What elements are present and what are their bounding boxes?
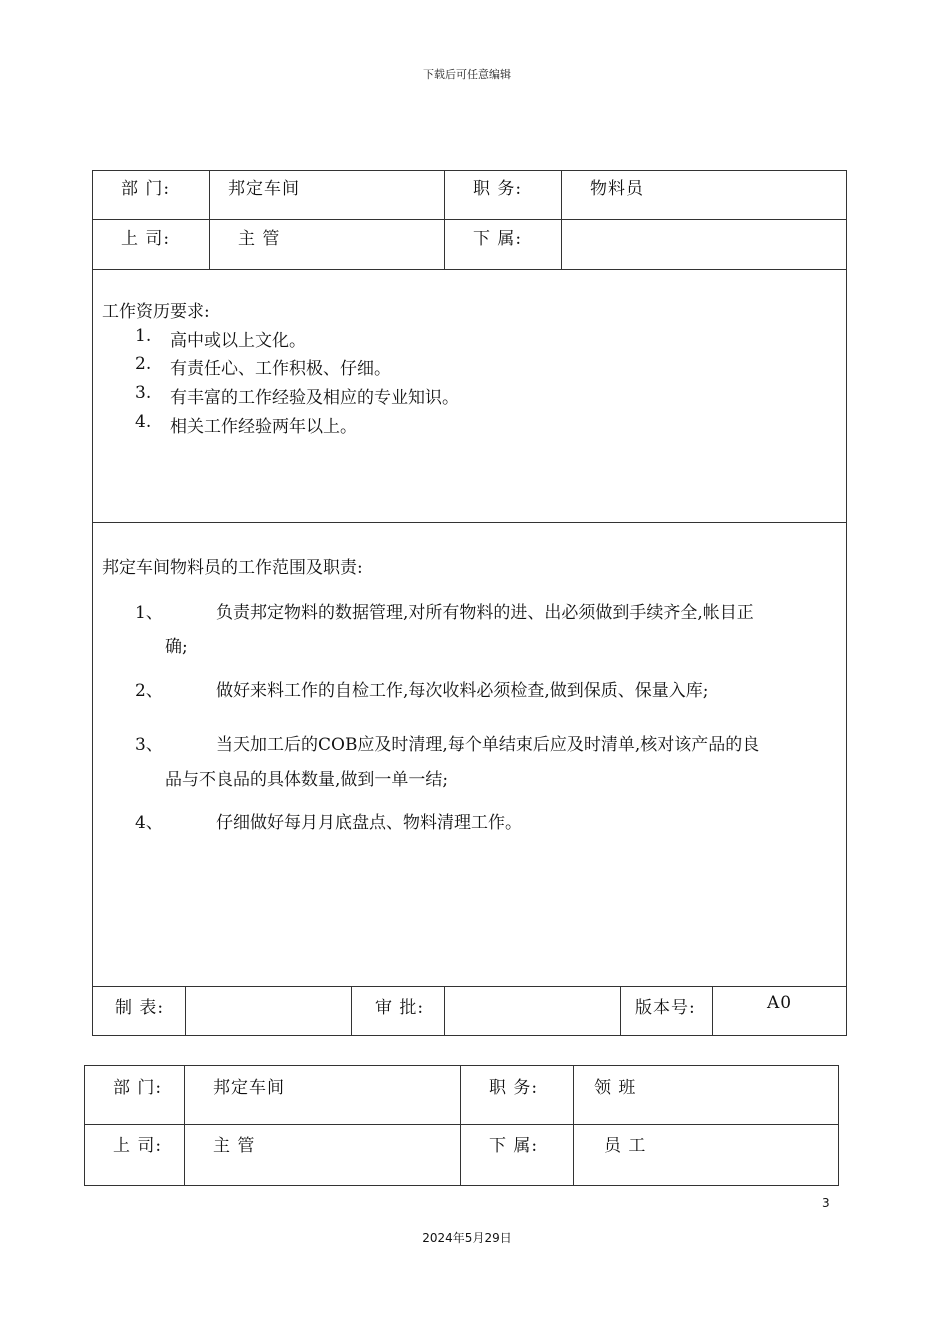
requirement-item: 有责任心、工作积极、仔细。 — [170, 359, 391, 379]
divider — [444, 986, 445, 1036]
position-label: 职 务: — [489, 1078, 539, 1098]
duty-text: 负责邦定物料的数据管理,对所有物料的进、出必须做到手续齐全,帐目正 — [216, 603, 754, 623]
superior-value: 主 管 — [238, 229, 281, 249]
requirement-item: 有丰富的工作经验及相应的专业知识。 — [170, 388, 459, 408]
department-label: 部 门: — [121, 179, 171, 199]
position-value: 物料员 — [590, 179, 644, 199]
superior-label: 上 司: — [121, 229, 171, 249]
page-number: 3 — [822, 1196, 830, 1210]
duty-number: 3、 — [135, 735, 163, 755]
department-label: 部 门: — [113, 1078, 163, 1098]
divider — [460, 1065, 461, 1186]
approved-by-label: 审 批: — [375, 998, 425, 1018]
divider — [573, 1065, 574, 1186]
requirement-number: 4. — [135, 412, 152, 432]
requirement-item: 相关工作经验两年以上。 — [170, 417, 357, 437]
footer-date: 2024年5月29日 — [422, 1231, 512, 1245]
divider — [351, 986, 352, 1036]
duty-text-continued: 确; — [165, 637, 188, 657]
superior-label: 上 司: — [113, 1136, 163, 1156]
duty-number: 4、 — [135, 813, 163, 833]
department-value: 邦定车间 — [228, 179, 300, 199]
requirement-number: 2. — [135, 354, 152, 374]
divider — [444, 170, 445, 270]
divider — [92, 986, 847, 987]
version-label: 版本号: — [635, 998, 696, 1018]
divider — [184, 1065, 185, 1186]
requirement-item: 高中或以上文化。 — [170, 331, 306, 351]
requirement-number: 1. — [135, 326, 152, 346]
subordinate-value: 员 工 — [604, 1136, 647, 1156]
header-note: 下载后可任意编辑 — [423, 68, 511, 81]
subordinate-label: 下 属: — [489, 1136, 539, 1156]
divider — [620, 986, 621, 1036]
divider — [209, 170, 210, 270]
subordinate-label: 下 属: — [473, 229, 523, 249]
divider — [84, 1124, 839, 1125]
department-value: 邦定车间 — [213, 1078, 285, 1098]
duty-number: 2、 — [135, 681, 163, 701]
duty-text-continued: 品与不良品的具体数量,做到一单一结; — [165, 770, 449, 790]
prepared-by-label: 制 表: — [115, 998, 165, 1018]
duty-number: 1、 — [135, 603, 163, 623]
version-value: A0 — [767, 993, 793, 1013]
divider — [92, 269, 847, 270]
position-label: 职 务: — [473, 179, 523, 199]
divider — [92, 522, 847, 523]
duty-text: 当天加工后的COB应及时清理,每个单结束后应及时清单,核对该产品的良 — [216, 735, 760, 755]
job-card-team-leader — [84, 1065, 839, 1186]
duty-text: 做好来料工作的自检工作,每次收料必须检查,做到保质、保量入库; — [216, 681, 709, 701]
duty-text: 仔细做好每月月底盘点、物料清理工作。 — [216, 813, 522, 833]
requirements-heading: 工作资历要求: — [102, 302, 210, 322]
duties-heading: 邦定车间物料员的工作范围及职责: — [102, 558, 363, 578]
divider — [185, 986, 186, 1036]
divider — [712, 986, 713, 1036]
superior-value: 主 管 — [213, 1136, 256, 1156]
divider — [92, 219, 847, 220]
divider — [561, 170, 562, 270]
position-value: 领 班 — [594, 1078, 637, 1098]
requirement-number: 3. — [135, 383, 152, 403]
